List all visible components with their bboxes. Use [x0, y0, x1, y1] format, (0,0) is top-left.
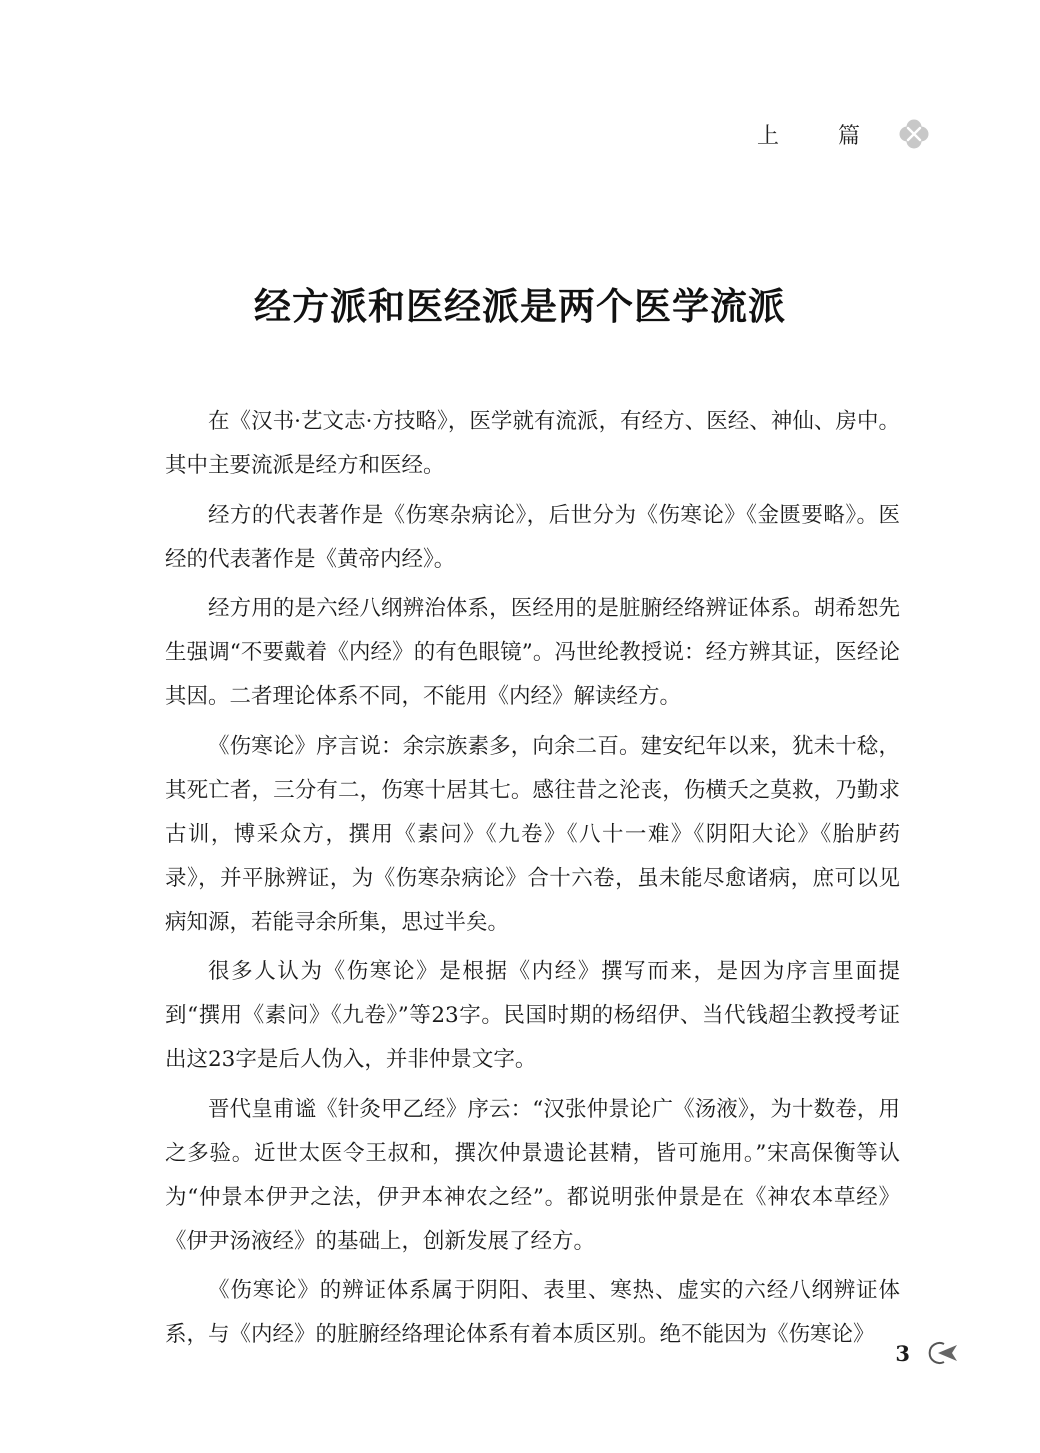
- running-header: [757, 118, 930, 150]
- body-text: [165, 400, 900, 1363]
- paragraph: 《伤寒论》的辨证体系属于阴阳、表里、寒热、虚实的六经八纲辨证体系，与《内经》的脏腑经络理论体系有着本质区别。绝不能因为《伤寒论》: [165, 1278, 900, 1347]
- circular-arrow-icon: [924, 1340, 958, 1366]
- page-footer: [895, 1340, 958, 1366]
- paragraph: 《伤寒论》序言说：余宗族素多，向余二百。建安纪年以来，犹未十稔，其死亡者，三分有二，伤寒十居其七。感往昔之沦丧，伤横夭之莫救，乃勤求古训，博采众方，撰用《素问》《九卷》《八十一难》《阴阳大论》《胎胪药录》，并平脉辨证，为《伤寒杂病论》合十六卷，虽未能尽愈诸病，庶可以见病知源，若能寻余所集，思过半矣。: [165, 733, 900, 935]
- paragraph: 很多人认为《伤寒论》是根据《内经》撰写而来，是因为序言里面提到“撰用《素问》《九卷》”等23字。民国时期的杨绍伊、当代钱超尘教授考证出这23字是后人伪入，并非仲景文字。: [165, 959, 900, 1072]
- paragraph: 经方用的是六经八纲辨治体系，医经用的是脏腑经络辨证体系。胡希恕先生强调“不要戴着《内经》的有色眼镜”。冯世纶教授说：经方辨其证，医经论其因。二者理论体系不同，不能用《内经》解读经方。: [165, 596, 900, 709]
- chapter-title: 经方派和医经派是两个医学流派: [254, 284, 786, 328]
- quatrefoil-cross-icon: [898, 118, 930, 150]
- paragraph: 晋代皇甫谧《针灸甲乙经》序云：“汉张仲景论广《汤液》，为十数卷，用之多验。近世太医令王叔和，撰次仲景遗论甚精，皆可施用。”宋高保衡等认为“仲景本伊尹之法，伊尹本神农之经”。都说明张仲景是在《神农本草经》《伊尹汤液经》的基础上，创新发展了经方。: [165, 1096, 900, 1254]
- section-label: 上 篇: [757, 123, 886, 149]
- paragraph: 在《汉书·艺文志·方技略》，医学就有流派，有经方、医经、神仙、房中。其中主要流派是经方和医经。: [165, 409, 900, 478]
- paragraph: 经方的代表著作是《伤寒杂病论》，后世分为《伤寒论》《金匮要略》。医经的代表著作是《黄帝内经》。: [165, 502, 900, 572]
- page-number: 3: [895, 1340, 910, 1366]
